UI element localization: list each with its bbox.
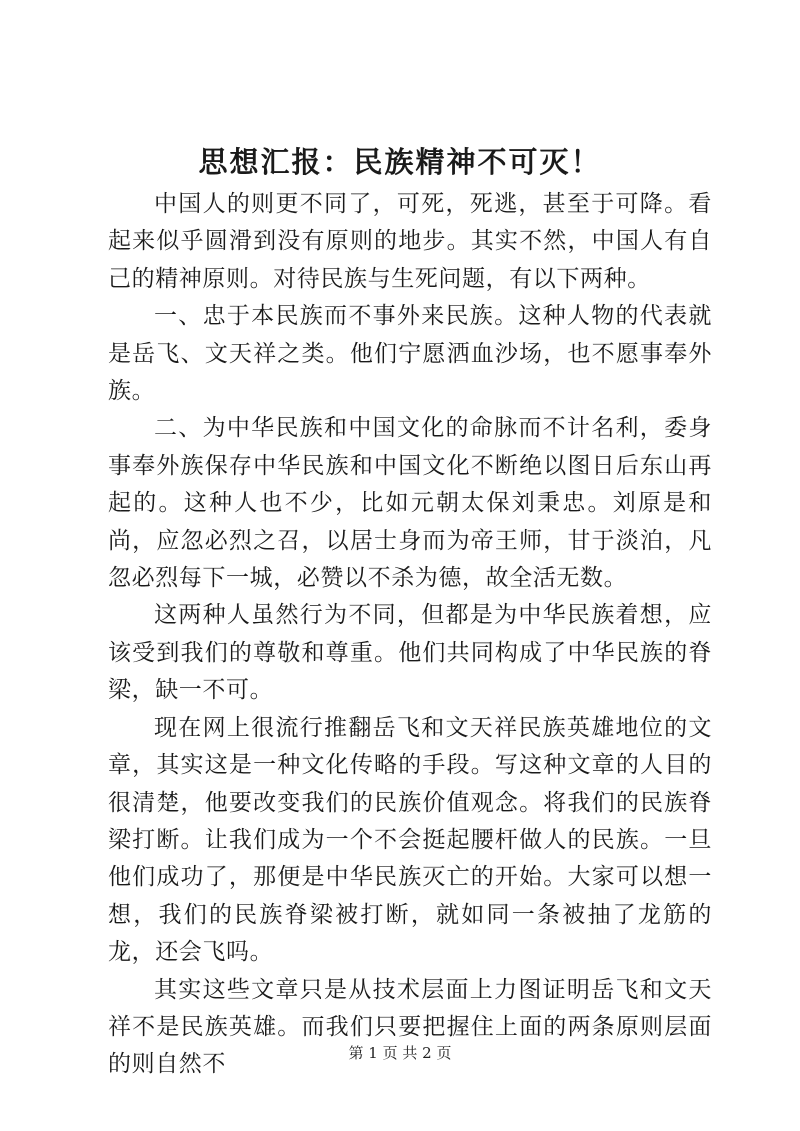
document-body xyxy=(108,186,712,1084)
document-title: 思想汇报：民族精神不可灭！ xyxy=(198,145,602,179)
paragraph-respect: 这两种人虽然行为不同，但都是为中华民族着想，应该受到我们的尊敬和尊重。他们共同构成了中华民族的脊梁，缺一不可。 xyxy=(108,602,712,704)
paragraph-intro: 中国人的则更不同了，可死，死逃，甚至于可降。看起来似乎圆滑到没有原则的地步。其实不然，中国人有自己的精神原则。对待民族与生死问题，有以下两种。 xyxy=(108,191,712,292)
paragraph-point-two: 二、为中华民族和中国文化的命脉而不计名利，委身事奉外族保存中华民族和中国文化不断绝以图日后东山再起的。这种人也不少，比如元朝太保刘秉忠。刘原是和尚，应忽必烈之召，以居士身而为帝王师，甘于淡泊，凡忽必烈每下一城，必赞以不杀为德，故全活无数。 xyxy=(108,415,712,592)
paragraph-conclusion: 其实这些文章只是从技术层面上力图证明岳飞和文天祥不是民族英雄。而我们只要把握住上面的两条原则层面的则自然不 xyxy=(108,976,712,1078)
page-number-footer: 第 1 页 共 2 页 xyxy=(348,1044,452,1062)
paragraph-point-one: 一、忠于本民族而不事外来民族。这种人物的代表就是岳飞、文天祥之类。他们宁愿洒血沙场，也不愿事奉外族。 xyxy=(108,303,712,405)
paragraph-online-articles: 现在网上很流行推翻岳飞和文天祥民族英雄地位的文章，其实这是一种文化传略的手段。写这种文章的人目的很清楚，他要改变我们的民族价值观念。将我们的民族脊梁打断。让我们成为一个不会挺起腰杆做人的民族。一旦他们成功了，那便是中华民族灭亡的开始。大家可以想一想，我们的民族脊梁被打断，就如同一条被抽了龙筋的龙，还会飞吗。 xyxy=(108,714,712,966)
